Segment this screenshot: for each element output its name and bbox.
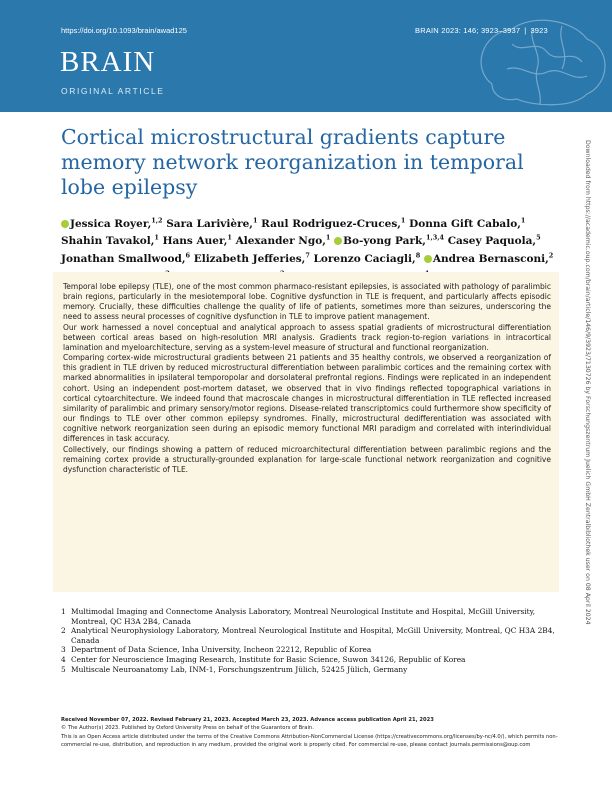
affiliation: 3 Department of Data Science, Inha University, Incheon 22212, Republic of Korea xyxy=(61,645,372,655)
journal-citation xyxy=(415,26,548,35)
abstract-paragraph: Collectively, our findings showing a pattern of reduced microarchitectural differentiation between paralimbic regions and the remaining cortex provide a structurally-grounded explanation for large-scale functional network reorganization and cognitive dysfunction characteristic of TLE. xyxy=(63,444,551,474)
journal-header-bar xyxy=(0,0,612,112)
affiliation: 4 Center for Neuroscience Imaging Research, Institute for Basic Science, Suwon 34126, Republic of Korea xyxy=(61,654,466,664)
copyright-notice: © The Author(s) 2023. Published by Oxford University Press on behalf of the Guarantors of Brain. xyxy=(61,725,314,732)
publication-footer xyxy=(61,716,561,750)
abstract-paragraph: Our work harnessed a novel conceptual and analytical approach to assess spatial gradients of microstructural differentiation between cortical areas based on high-resolution MRI analysis. Gradients track region-to-region variations in intracortical lamination and myeloarchitecture, serving as a system-level measure of structural and functional reorganization. xyxy=(63,322,551,352)
author[interactable]: Donna Gift Cabalo,$^1$ xyxy=(409,216,526,230)
orcid-icon[interactable] xyxy=(61,220,69,228)
orcid-icon[interactable] xyxy=(424,255,432,263)
affiliation: 1 Multimodal Imaging and Connectome Analysis Laboratory, Montreal Neurological Institute and Hospital, McGill University, Montreal, QC H3A 2B4, Canada xyxy=(61,607,536,626)
abstract-box xyxy=(53,272,559,592)
page-number: 3923 xyxy=(530,26,548,35)
article-title: Cortical microstructural gradients capture memory network reorganization in temporal lobe epilepsy xyxy=(61,125,524,199)
separator: | xyxy=(524,26,527,35)
author[interactable]: Sara Larivière,$^1$ xyxy=(166,216,258,230)
received-dates: Received November 07, 2022. Revised February 21, 2023. Accepted March 23, 2023. Advance access publication April 21, 2023 xyxy=(61,717,434,723)
orcid-icon[interactable] xyxy=(334,237,342,245)
author[interactable]: Raul Rodriguez-Cruces,$^1$ xyxy=(261,216,406,230)
abstract-paragraph: Comparing cortex-wide microstructural gradients between 21 patients and 35 healthy controls, we observed a reorganization of this gradient in TLE driven by reduced microstructural differentiation between paralimbic cortices and the remaining cortex with marked abnormalities in ipsilateral temporopolar and dorsolateral prefrontal regions. Findings were replicated in an independent cohort. Using an independent post-mortem dataset, we observed that in vivo findings reflected topographical variations in cortical cytoarchitecture. We indeed found that macroscale changes in microstructural differentiation in TLE reflected increased similarity of paralimbic and primary sensory/motor regions. Disease-related transcriptomics could furthermore show specificity of our findings to TLE over other common epilepsy syndromes. Finally, microstructural dedifferentiation was associated with cognitive network reorganization seen during an episodic memory functional MRI paradigm and correlated with interindividual differences in task accuracy. xyxy=(63,353,551,444)
doi-link[interactable]: https://doi.org/10.1093/brain/awad125 xyxy=(61,26,187,35)
journal-logo: BRAIN xyxy=(60,46,156,78)
author[interactable]: Elizabeth Jefferies,$^7$ xyxy=(193,251,310,266)
affiliation: 5 Multiscale Neuroanatomy Lab, INM-1, Forschungszentrum Jülich, 52425 Jülich, Germany xyxy=(61,664,408,674)
author[interactable]: Shahin Tavakol,$^1$ xyxy=(61,233,159,248)
author[interactable]: Jessica Royer,$^{1,2}$ xyxy=(61,218,163,230)
download-sidebar xyxy=(578,140,594,625)
author[interactable]: Lorenzo Caciagli,$^8$ xyxy=(313,251,421,266)
license-notice: This is an Open Access article distributed under the terms of the Creative Commons Attribution-NonCommercial License (https://creativecommons.org/licenses/by-nc/4.0/), which permits non-commercial re-use, distribution, and reproduction in any medium, provided the original work is properly cited. For commercial re-use, please contact journals.permissions@oup.com xyxy=(61,733,558,749)
author[interactable]: Alexander Ngo,$^1$ xyxy=(235,233,331,248)
affiliation: 2 Analytical Neurophysiology Laboratory, Montreal Neurological Institute and Hospital, McGill University, Montreal, QC H3A 2B4, Canada xyxy=(61,626,555,645)
download-note: Downloaded from https://academic.oup.com/brain/article/146/9/3923/7130726 by Forschungszentrum Juelich GmbH Zentralbibliothek user on 08 April 2024 xyxy=(584,140,591,625)
author[interactable]: Jonathan Smallwood,$^6$ xyxy=(61,251,191,266)
author[interactable]: Hans Auer,$^1$ xyxy=(162,233,232,248)
author[interactable]: Bo-yong Park,$^{1,3,4}$ xyxy=(334,235,444,247)
journal-issue: BRAIN 2023: 146; 3923–3937 xyxy=(415,26,521,35)
abstract-paragraph: Temporal lobe epilepsy (TLE), one of the most common pharmaco-resistant epilepsies, is associated with pathology of paralimbic brain regions, particularly in the mesiotemporal lobe. Cognitive dysfunction in TLE is frequent, and particularly affects episodic memory. Crucially, these difficulties challenge the quality of life of patients, sometimes more than seizures, underscoring the need to assess neural processes of cognitive dysfunction in TLE to improve patient management. xyxy=(63,282,551,322)
affiliation-list xyxy=(61,607,561,674)
author[interactable]: Casey Paquola,$^5$ xyxy=(447,233,541,248)
author[interactable]: Andrea Bernasconi,$^2$ xyxy=(424,253,553,265)
article-type: ORIGINAL ARTICLE xyxy=(61,86,165,96)
